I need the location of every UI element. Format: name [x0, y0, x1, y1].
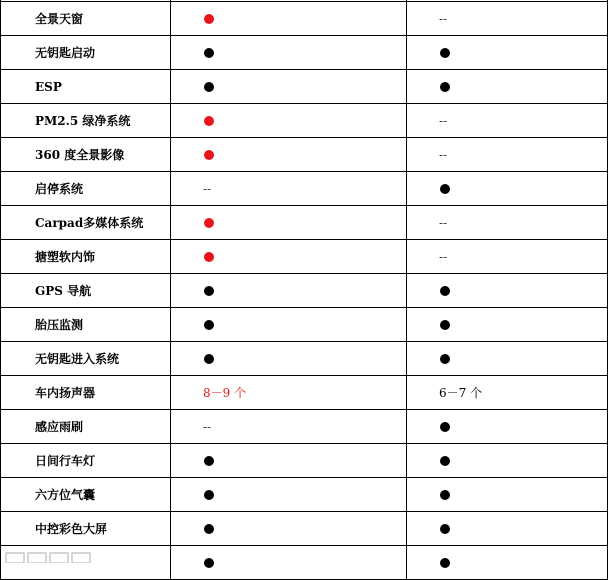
feature-name: 无钥匙进入系统: [1, 342, 171, 375]
config-a-cell: [171, 36, 407, 69]
table-row: [1, 274, 607, 308]
red-dot-icon: [204, 218, 214, 228]
config-a-cell: [171, 104, 407, 137]
red-dot-icon: [204, 252, 214, 262]
config-b-cell: [407, 206, 605, 239]
config-b-cell: [407, 104, 605, 137]
table-row: [1, 206, 607, 240]
table-row: [1, 138, 607, 172]
black-dot-icon: [204, 354, 214, 364]
config-a-cell: [171, 0, 407, 1]
value-text: 6－7 个: [439, 386, 483, 400]
black-dot-icon: [440, 354, 450, 364]
black-dot-icon: [440, 320, 450, 330]
config-b-cell: [407, 138, 605, 171]
feature-name: 启停系统: [1, 172, 171, 205]
feature-name: 车内扬声器: [1, 376, 171, 409]
config-a-cell: [171, 376, 407, 409]
black-dot-icon: [440, 286, 450, 296]
table-row: [1, 308, 607, 342]
black-dot-icon: [440, 456, 450, 466]
config-b-cell: [407, 410, 605, 443]
not-available-dash: --: [439, 113, 448, 128]
feature-name: 感应雨刷: [1, 410, 171, 443]
config-a-cell: [171, 274, 407, 307]
table-row: [1, 410, 607, 444]
config-b-cell: [407, 274, 605, 307]
config-b-cell: [407, 512, 605, 545]
config-a-cell: [171, 308, 407, 341]
table-row: [1, 444, 607, 478]
site-watermark-logo: [4, 550, 154, 563]
black-dot-icon: [204, 320, 214, 330]
not-available-dash: --: [203, 419, 212, 434]
feature-name: GPS 导航: [1, 274, 171, 307]
black-dot-icon: [204, 456, 214, 466]
not-available-dash: --: [439, 249, 448, 264]
config-a-cell: [171, 240, 407, 273]
config-b-cell: [407, 376, 605, 409]
config-a-cell: [171, 478, 407, 511]
table-row: [1, 172, 607, 206]
black-dot-icon: [440, 490, 450, 500]
feature-name: ESP: [1, 70, 171, 103]
table-row: [1, 70, 607, 104]
config-b-cell: [407, 2, 605, 35]
feature-name: 胎压监测: [1, 308, 171, 341]
table-row: [1, 478, 607, 512]
feature-name: 六方位气囊: [1, 478, 171, 511]
value-text: 8－9 个: [203, 386, 247, 400]
not-available-dash: --: [439, 147, 448, 162]
config-b-cell: [407, 240, 605, 273]
feature-name: [1, 0, 171, 1]
config-b-cell: [407, 172, 605, 205]
feature-name: 无钥匙启动: [1, 36, 171, 69]
config-a-cell: [171, 2, 407, 35]
black-dot-icon: [204, 82, 214, 92]
config-a-cell: [171, 70, 407, 103]
feature-name: 360 度全景影像: [1, 138, 171, 171]
config-a-cell: [171, 512, 407, 545]
config-a-cell: [171, 444, 407, 477]
table-row: [1, 104, 607, 138]
black-dot-icon: [440, 184, 450, 194]
config-b-cell: [407, 478, 605, 511]
not-available-dash: --: [439, 11, 448, 26]
table-row: [1, 2, 607, 36]
table-row: [1, 342, 607, 376]
config-a-cell: [171, 138, 407, 171]
config-b-cell: [407, 0, 605, 1]
feature-name: 搪塑软内饰: [1, 240, 171, 273]
table-row: [1, 36, 607, 70]
feature-name: 中控彩色大屏: [1, 512, 171, 545]
config-a-cell: [171, 172, 407, 205]
black-dot-icon: [440, 524, 450, 534]
black-dot-icon: [204, 490, 214, 500]
red-dot-icon: [204, 14, 214, 24]
not-available-dash: --: [439, 215, 448, 230]
black-dot-icon: [440, 422, 450, 432]
feature-name: PM2.5 绿净系统: [1, 104, 171, 137]
config-b-cell: [407, 342, 605, 375]
feature-name: Carpad多媒体系统: [1, 206, 171, 239]
black-dot-icon: [204, 286, 214, 296]
config-a-cell: [171, 206, 407, 239]
not-available-dash: --: [203, 181, 212, 196]
config-b-cell: [407, 444, 605, 477]
config-a-cell: [171, 410, 407, 443]
black-dot-icon: [440, 82, 450, 92]
black-dot-icon: [440, 48, 450, 58]
table-row: [1, 240, 607, 274]
table-row: [1, 376, 607, 410]
config-a-cell: [171, 342, 407, 375]
config-b-cell: [407, 70, 605, 103]
config-b-cell: [407, 36, 605, 69]
black-dot-icon: [204, 48, 214, 58]
red-dot-icon: [204, 150, 214, 160]
black-dot-icon: [204, 524, 214, 534]
config-b-cell: [407, 308, 605, 341]
red-dot-icon: [204, 116, 214, 126]
feature-name: 全景天窗: [1, 2, 171, 35]
table-row: [1, 512, 607, 546]
feature-name: 日间行车灯: [1, 444, 171, 477]
